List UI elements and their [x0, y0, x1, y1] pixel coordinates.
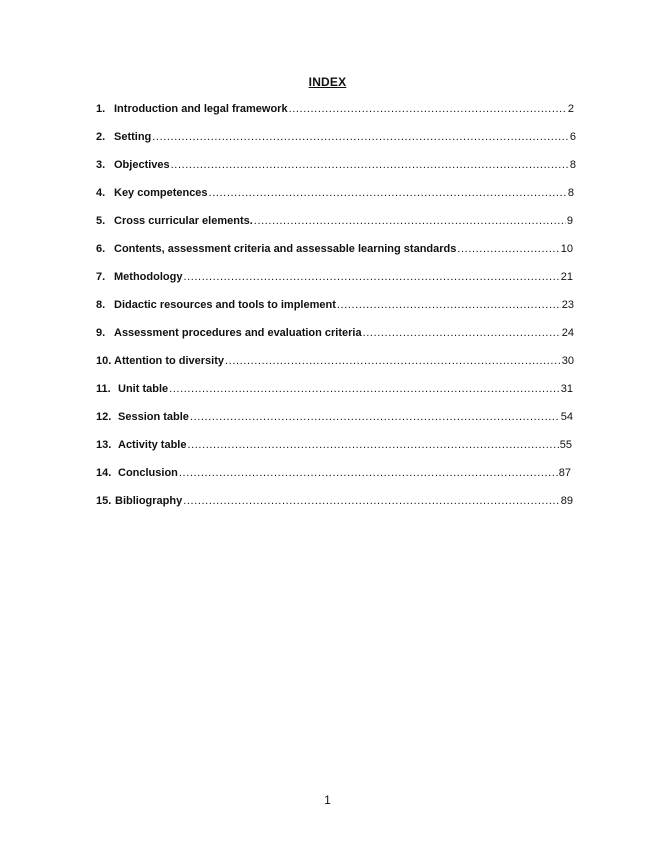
toc-entry-number: 14. — [96, 467, 112, 479]
dot-leader — [362, 327, 561, 339]
toc-entry-number: 11. — [96, 383, 111, 395]
toc-entry-number: 4. — [96, 187, 106, 199]
toc-entry — [96, 299, 574, 327]
dot-leader — [253, 215, 566, 227]
toc-entry — [96, 467, 571, 495]
toc-entry-label: Session table — [118, 411, 189, 423]
dot-leader — [456, 243, 559, 255]
toc-entry-page: 54 — [560, 411, 573, 423]
toc-entry — [96, 243, 573, 271]
toc-entry — [96, 187, 574, 215]
toc-entry-page: 89 — [560, 495, 573, 507]
toc-entry-number: 3. — [96, 159, 106, 171]
toc-entry-label: Didactic resources and tools to implement — [114, 299, 336, 311]
toc-entry — [96, 159, 576, 187]
dot-leader — [182, 495, 560, 507]
toc-entry-label: Assessment procedures and evaluation criteria — [114, 327, 362, 339]
page-number: 1 — [324, 793, 331, 807]
toc-entry-number: 7. — [96, 271, 106, 283]
toc-entry-label: Conclusion — [118, 467, 178, 479]
toc-entry-label: Activity table — [118, 439, 187, 451]
toc-entry-page: 6 — [569, 131, 576, 143]
dot-leader — [336, 299, 561, 311]
toc-entry-page: 9 — [566, 215, 573, 227]
toc-entry-label: Contents, assessment criteria and assessable learning standards — [114, 243, 457, 255]
toc-entry — [96, 103, 574, 131]
toc-entry — [96, 355, 574, 383]
toc-entry-label: Key competences — [114, 187, 208, 199]
dot-leader — [151, 131, 569, 143]
toc-entry-number: 5. — [96, 215, 106, 227]
toc-entry-page: 21 — [560, 271, 573, 283]
toc-entry-label: Cross curricular elements. — [114, 215, 253, 227]
toc-entry-page: 8 — [569, 159, 576, 171]
toc-entry-number: 12. — [96, 411, 112, 423]
dot-leader — [288, 103, 567, 115]
dot-leader — [186, 439, 558, 451]
toc-entry-label: Setting — [114, 131, 152, 143]
toc-entry-number: 2. — [96, 131, 106, 143]
dot-leader — [208, 187, 567, 199]
dot-leader — [168, 383, 560, 395]
toc-entry-page: 24 — [561, 327, 574, 339]
toc-entry — [96, 271, 573, 299]
dot-leader — [182, 271, 559, 283]
dot-leader — [189, 411, 560, 423]
dot-leader — [224, 355, 561, 367]
toc-entry-label: Objectives — [114, 159, 170, 171]
toc-entry-page: 23 — [561, 299, 574, 311]
toc-entry-number: 10. — [96, 355, 112, 367]
toc-entry-label: Unit table — [118, 383, 169, 395]
toc-entry — [96, 495, 573, 523]
toc-entry-label: Introduction and legal framework — [114, 103, 288, 115]
toc-entry — [96, 439, 572, 467]
toc-entry-page: 31 — [560, 383, 573, 395]
toc-entry-label: Attention to diversity — [114, 355, 225, 367]
toc-entry-number: 9. — [96, 327, 106, 339]
toc-entry-page: 10 — [560, 243, 573, 255]
toc-entry-number: 8. — [96, 299, 106, 311]
toc-entry-number: 1. — [96, 103, 106, 115]
toc-entry — [96, 131, 576, 159]
index-title: INDEX — [308, 75, 347, 89]
toc-entry-page: 2 — [567, 103, 574, 115]
dot-leader — [178, 467, 558, 479]
toc-entry — [96, 411, 573, 439]
toc-entry-page: 8 — [567, 187, 574, 199]
toc-entry-page: 55 — [559, 439, 572, 451]
toc-entry-label: Bibliography — [115, 495, 183, 507]
toc-entry-label: Methodology — [114, 271, 183, 283]
toc-entry-page: 87 — [558, 467, 571, 479]
toc-entry-number: 6. — [96, 243, 106, 255]
toc-entry-number: 15. — [96, 495, 112, 507]
toc-entry-page: 30 — [561, 355, 574, 367]
toc-entry-number: 13. — [96, 439, 112, 451]
table-of-contents — [96, 103, 578, 523]
toc-entry — [96, 215, 573, 243]
toc-entry — [96, 383, 573, 411]
dot-leader — [170, 159, 569, 171]
toc-entry — [96, 327, 574, 355]
